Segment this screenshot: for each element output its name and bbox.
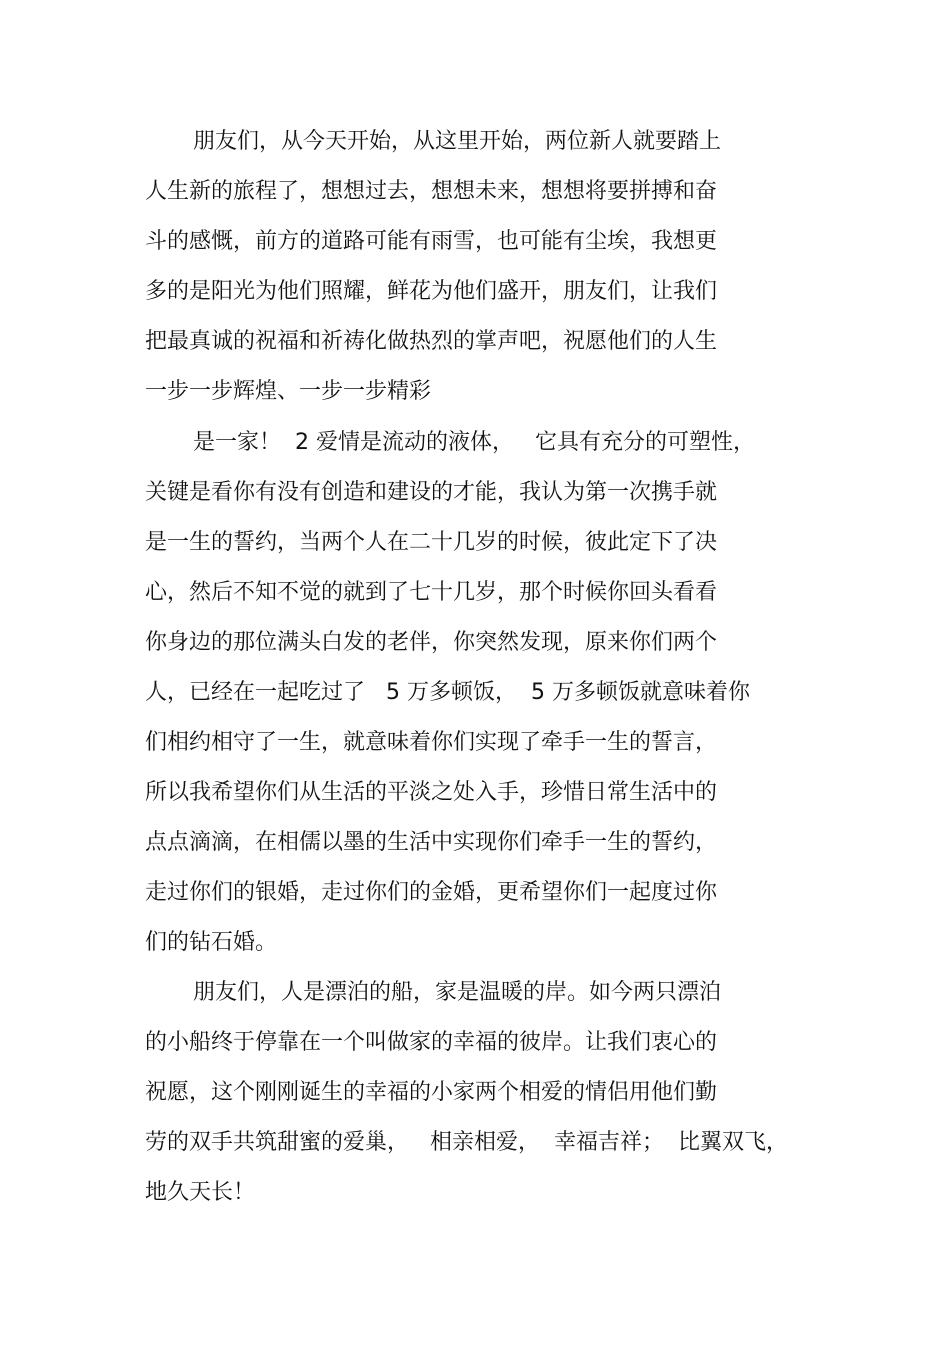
text-line: 斗的感慨，前方的道路可能有雨雪，也可能有尘埃，我想更 <box>145 229 718 254</box>
text-line: 多的是阳光为他们照耀，鲜花为他们盛开，朋友们，让我们 <box>145 279 718 304</box>
text-line: 一步一步辉煌、一步一步精彩 <box>145 379 432 404</box>
text-line: 祝愿，这个刚刚诞生的幸福的小家两个相爱的情侣用他们勤 <box>145 1080 718 1105</box>
text-line: 是一生的誓约，当两个人在二十几岁的时候，彼此定下了决 <box>145 530 718 555</box>
text-line: 关键是看你有没有创造和建设的才能，我认为第一次携手就 <box>145 480 718 505</box>
text-line: 劳的双手共筑甜蜜的爱巢， 相亲相爱， 幸福吉祥； 比翼双飞， <box>145 1130 788 1155</box>
text-line: 朋友们，从今天开始，从这里开始，两位新人就要踏上 <box>193 129 722 154</box>
text-line: 把最真诚的祝福和祈祷化做热烈的掌声吧，祝愿他们的人生 <box>145 329 718 354</box>
text-line: 朋友们，人是漂泊的船，家是温暖的岸。如今两只漂泊 <box>193 980 722 1005</box>
text-line: 们相约相守了一生，就意味着你们实现了牵手一生的誓言， <box>145 730 718 755</box>
text-line: 心，然后不知不觉的就到了七十几岁，那个时候你回头看看 <box>145 580 718 605</box>
text-line: 是一家！ 2 爱情是流动的液体， 它具有充分的可塑性， <box>193 430 755 455</box>
text-line: 所以我希望你们从生活的平淡之处入手，珍惜日常生活中的 <box>145 780 718 805</box>
text-line: 地久天长！ <box>145 1180 256 1205</box>
text-line: 们的钻石婚。 <box>145 930 278 955</box>
text-line: 走过你们的银婚，走过你们的金婚，更希望你们一起度过你 <box>145 880 718 905</box>
text-line: 的小船终于停靠在一个叫做家的幸福的彼岸。让我们衷心的 <box>145 1030 718 1055</box>
text-line: 点点滴滴，在相儒以墨的生活中实现你们牵手一生的誓约， <box>145 830 718 855</box>
text-line: 你身边的那位满头白发的老伴，你突然发现，原来你们两个 <box>145 630 718 655</box>
text-line: 人，已经在一起吃过了 5 万多顿饭， 5 万多顿饭就意味着你 <box>145 680 750 705</box>
text-line: 人生新的旅程了，想想过去，想想未来，想想将要拼搏和奋 <box>145 179 718 204</box>
